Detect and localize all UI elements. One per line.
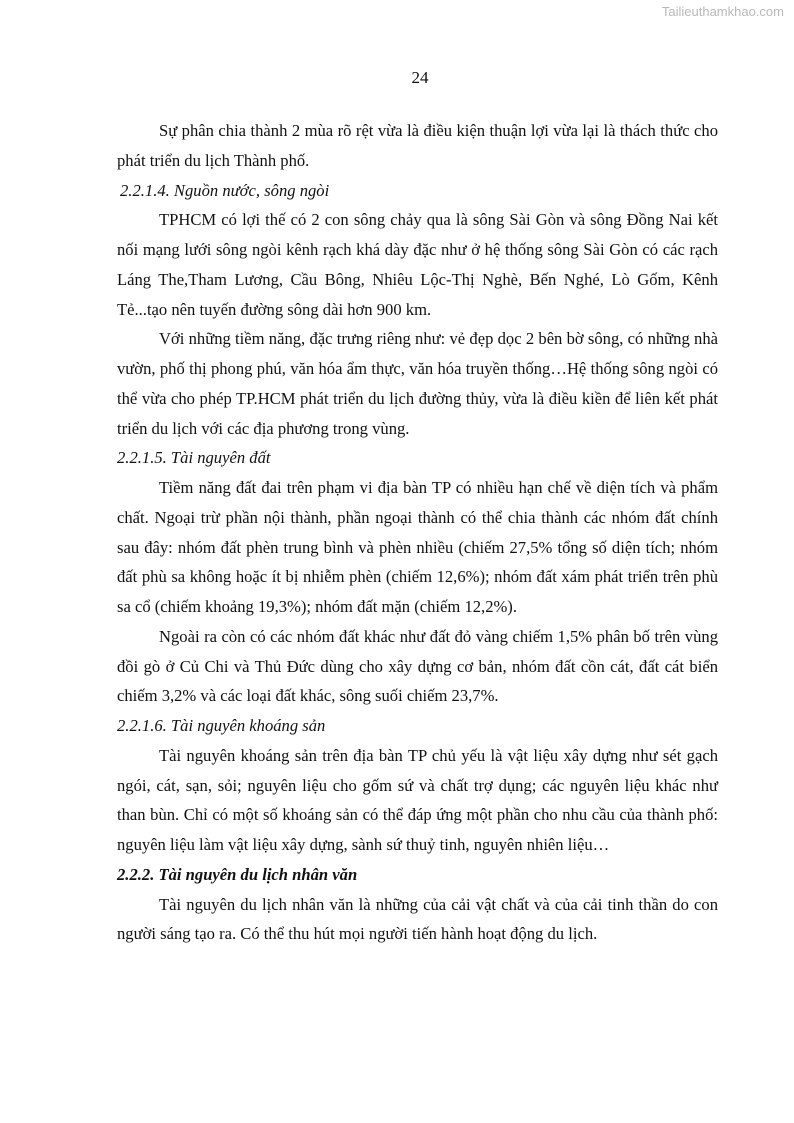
paragraph: Tài nguyên khoáng sản trên địa bàn TP chủ yếu là vật liệu xây dựng như sét gạch ngói, cát, sạn, sỏi; nguyên liệu cho gốm sứ và chất trợ dụng; các nguyên liệu khác như than bùn. Chỉ có một số khoáng sản có thể đáp ứng một phần cho nhu cầu của thành phố: nguyên liệu làm vật liệu xây dựng, sành sứ thuỷ tinh, nguyên nhiên liệu… bbox=[117, 745, 718, 854]
paragraph: Sự phân chia thành 2 mùa rõ rệt vừa là điều kiện thuận lợi vừa lại là thách thức cho phát triển du lịch Thành phố. bbox=[117, 121, 718, 170]
paragraph: TPHCM có lợi thế có 2 con sông chảy qua là sông Sài Gòn và sông Đồng Nai kết nối mạng lưới sông ngòi kênh rạch khá dày đặc như ở hệ thống sông Sài Gòn có các rạch Láng The,Tham Lương, Cầu Bông, Nhiêu Lộc-Thị Nghè, Bến Nghé, Lò Gốm, Kênh Tẻ...tạo nên tuyến đường sông dài hơn 900 km. bbox=[117, 210, 718, 319]
paragraph: Với những tiềm năng, đặc trưng riêng như: vẻ đẹp dọc 2 bên bờ sông, có những nhà vườn, phố thị phong phú, văn hóa ẩm thực, văn hóa truyền thống…Hệ thống sông ngòi có thể vừa cho phép TP.HCM phát triển du lịch đường thủy, vừa là điều kiền để liên kết phát triển du lịch với các địa phương trong vùng. bbox=[117, 329, 718, 438]
watermark: Tailieuthamkhao.com bbox=[661, 4, 784, 19]
paragraph: Tiềm năng đất đai trên phạm vi địa bàn TP có nhiều hạn chế về diện tích và phẩm chất. Ngoại trừ phần nội thành, phần ngoại thành có thể chia thành các nhóm đất chính sau đây: nhóm đất phèn trung bình và phèn nhiều (chiếm 27,5% tổng số diện tích; nhóm đất phù sa không hoặc ít bị nhiễm phèn (chiếm 12,6%); nhóm đất xám phát triển trên phù sa cổ (chiếm khoảng 19,3%); nhóm đất mặn (chiếm 12,2%). bbox=[117, 478, 718, 616]
section-heading-2216: 2.2.1.6. Tài nguyên khoáng sản bbox=[117, 716, 326, 735]
paragraph: Ngoài ra còn có các nhóm đất khác như đất đỏ vàng chiếm 1,5% phân bố trên vùng đồi gò ở Củ Chi và Thủ Đức dùng cho xây dựng cơ bản, nhóm đất cồn cát, đất cát biển chiếm 3,2% và các loại đất khác, sông suối chiếm 23,7%. bbox=[117, 626, 718, 706]
section-heading-222: 2.2.2. Tài nguyên du lịch nhân văn bbox=[117, 864, 358, 884]
document-body bbox=[117, 116, 718, 949]
section-heading-2214: 2.2.1.4. Nguồn nước, sông ngòi bbox=[120, 180, 330, 200]
page-number: 24 bbox=[411, 68, 429, 87]
section-heading-2215: 2.2.1.5. Tài nguyên đất bbox=[117, 448, 271, 468]
paragraph: Tài nguyên du lịch nhân văn là những của cải vật chất và của cải tinh thần do con người sáng tạo ra. Có thể thu hút mọi người tiến hành hoạt động du lịch. bbox=[117, 894, 718, 944]
